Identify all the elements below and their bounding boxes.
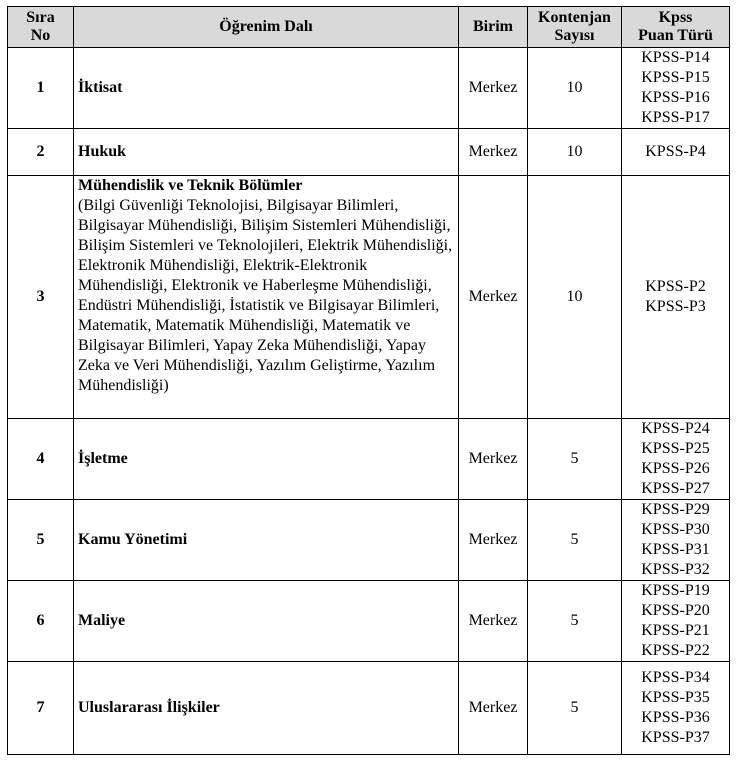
row-birim: Merkez: [459, 176, 528, 419]
ogrenim-dali-name: Maliye: [78, 612, 126, 629]
row-kontenjan: 5: [528, 419, 622, 500]
table-row: [8, 500, 730, 581]
kpss-code: KPSS-P22: [641, 642, 710, 659]
table-header: [8, 7, 730, 48]
header-kontenjan: [528, 7, 622, 48]
row-ogrenim-dali: [74, 48, 459, 129]
kpss-code: KPSS-P29: [641, 501, 710, 518]
ogrenim-dali-description: (Bilgi Güvenliği Teknolojisi, Bilgisayar Bilimleri, Bilgisayar Mühendisliği, Bilişim Sistemleri Mühendisliği, Bilişim Sistemleri ve Teknolojileri, Elektrik Mühendisliği, Elektronik Mühendisliği, Elektrik-Elektronik Mühendisliği, Elektronik ve Haberleşme Mühendisliği, Endüstri Mühendisliği, İstatistik ve Bilgisayar Bilimleri, Matematik, Matematik Mühendisliği, Matematik ve Bilgisayar Bilimleri, Yapay Zeka Mühendisliği, Yapay Zeka ve Veri Mühendisliği, Yazılım Geliştirme, Yazılım Mühendisliği): [78, 197, 453, 394]
header-sira-line2: No: [30, 27, 51, 44]
table-row: [8, 581, 730, 662]
kpss-code: KPSS-P32: [641, 561, 710, 578]
kpss-code: KPSS-P37: [641, 729, 710, 746]
header-kontenjan-line2: Sayısı: [554, 27, 595, 44]
kpss-code: KPSS-P19: [641, 582, 710, 599]
kpss-code: KPSS-P25: [641, 440, 710, 457]
row-kpss: [622, 48, 730, 129]
kpss-code: KPSS-P24: [641, 420, 710, 437]
row-birim: Merkez: [459, 500, 528, 581]
row-number: 7: [8, 662, 74, 755]
table-row: [8, 129, 730, 176]
kpss-code: KPSS-P3: [645, 298, 706, 315]
header-ogrenim-dali: Öğrenim Dalı: [74, 7, 459, 48]
table-row: [8, 419, 730, 500]
header-birim: Birim: [459, 7, 528, 48]
kpss-code: KPSS-P26: [641, 460, 710, 477]
row-ogrenim-dali: [74, 419, 459, 500]
row-ogrenim-dali: [74, 176, 459, 419]
kpss-code: KPSS-P14: [641, 49, 710, 66]
table-row: [8, 662, 730, 755]
table-body: [8, 48, 730, 755]
kpss-code: KPSS-P15: [641, 69, 710, 86]
row-kpss: [622, 500, 730, 581]
row-birim: Merkez: [459, 581, 528, 662]
kpss-code: KPSS-P35: [641, 689, 710, 706]
kpss-code: KPSS-P2: [645, 278, 706, 295]
header-row: [8, 7, 730, 48]
row-birim: Merkez: [459, 48, 528, 129]
row-number: 1: [8, 48, 74, 129]
row-kpss: [622, 129, 730, 176]
header-kpss-line1: Kpss: [658, 9, 693, 26]
row-kpss: [622, 419, 730, 500]
header-kontenjan-line1: Kontenjan: [538, 9, 611, 26]
row-kpss: [622, 662, 730, 755]
table-row: [8, 48, 730, 129]
ogrenim-dali-name: Kamu Yönetimi: [78, 531, 188, 548]
row-ogrenim-dali: [74, 662, 459, 755]
ogrenim-dali-name: Hukuk: [78, 143, 127, 160]
header-kpss: [622, 7, 730, 48]
ogrenim-dali-name: Mühendislik ve Teknik Bölümler: [78, 177, 303, 194]
kpss-code: KPSS-P34: [641, 669, 710, 686]
kpss-code: KPSS-P21: [641, 622, 710, 639]
kpss-code: KPSS-P31: [641, 541, 710, 558]
kpss-code: KPSS-P16: [641, 89, 710, 106]
kpss-code: KPSS-P20: [641, 602, 710, 619]
header-sira-no: [8, 7, 74, 48]
table-row: [8, 176, 730, 419]
ogrenim-dali-name: İşletme: [78, 450, 128, 467]
row-kontenjan: 10: [528, 129, 622, 176]
row-kpss: [622, 581, 730, 662]
row-kontenjan: 5: [528, 581, 622, 662]
row-number: 2: [8, 129, 74, 176]
ogrenim-dali-name: İktisat: [78, 79, 123, 96]
kpss-code: KPSS-P27: [641, 480, 710, 497]
ogrenim-dali-name: Uluslararası İlişkiler: [78, 699, 220, 716]
kpss-code: KPSS-P36: [641, 709, 710, 726]
kpss-code: KPSS-P30: [641, 521, 710, 538]
row-kontenjan: 5: [528, 662, 622, 755]
row-kontenjan: 10: [528, 176, 622, 419]
row-number: 5: [8, 500, 74, 581]
header-sira-line1: Sıra: [26, 9, 55, 26]
row-ogrenim-dali: [74, 500, 459, 581]
header-kpss-line2: Puan Türü: [638, 27, 713, 44]
row-birim: Merkez: [459, 129, 528, 176]
row-ogrenim-dali: [74, 581, 459, 662]
row-ogrenim-dali: [74, 129, 459, 176]
kpss-code: KPSS-P17: [641, 109, 710, 126]
row-kontenjan: 10: [528, 48, 622, 129]
row-number: 6: [8, 581, 74, 662]
quota-table: [7, 6, 730, 755]
row-birim: Merkez: [459, 419, 528, 500]
kpss-code: KPSS-P4: [645, 143, 706, 160]
row-kontenjan: 5: [528, 500, 622, 581]
row-birim: Merkez: [459, 662, 528, 755]
row-number: 4: [8, 419, 74, 500]
row-number: 3: [8, 176, 74, 419]
row-kpss: [622, 176, 730, 419]
